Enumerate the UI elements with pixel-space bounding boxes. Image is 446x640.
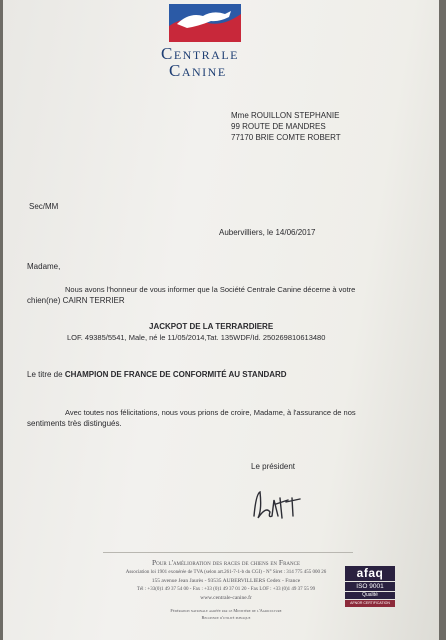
closing-line-1: Avec toutes nos félicitations, nous vous prions de croire, Madame, à l'assurance de nos	[65, 408, 356, 417]
afaq-iso: ISO 9001	[345, 582, 395, 591]
salutation: Madame,	[27, 262, 61, 271]
footer-motto: Pour l'amélioration des races de chiens en France	[151, 558, 301, 567]
dog-name: JACKPOT DE LA TERRARDIERE	[149, 322, 274, 331]
body-line-1: Nous avons l'honneur de vous informer que la Société Centrale Canine décerne à votre	[65, 285, 356, 294]
footer-federation-2: Reconnue d'utilité publique	[201, 615, 251, 620]
title-line	[27, 370, 287, 379]
brand-line-2: Canine	[169, 61, 227, 80]
recipient-street: 99 ROUTE DE MANDRES	[231, 122, 326, 131]
body-line-2: chien(ne) CAIRN TERRIER	[27, 296, 125, 305]
footer-line-2: 155 avenue Jean Jaurès - 93535 AUBERVILLIERS Cedex - France	[151, 578, 301, 584]
title-prefix: Le titre de	[27, 370, 63, 379]
recipient-city: 77170 BRIE COMTE ROBERT	[231, 133, 341, 142]
closing-line-2: sentiments très distingués.	[27, 419, 122, 428]
footer-line-3: Tél : +33(0)1 49 37 54 00 - Fax : +33 (0)1 49 37 01 20 - Fax LOF : +33 (0)1 49 37 55 99	[136, 587, 316, 592]
brand-line-1: Centrale	[161, 44, 239, 63]
footer-website[interactable]: www.centrale-canine.fr	[200, 595, 252, 601]
footer-line-1: Association loi 1901 exonérée de TVA (selon art.261-7-1-b du CGI) - N° Siret : 314 775 455 000 26	[125, 570, 327, 575]
afaq-certification-badge	[345, 566, 395, 608]
date-line: Aubervilliers, le 14/06/2017	[219, 228, 316, 237]
recipient-name: Mme ROUILLON STEPHANIE	[231, 111, 340, 120]
reference: Sec/MM	[29, 202, 59, 211]
afaq-brand: afaq	[345, 566, 395, 581]
dog-details: LOF. 49385/5541, Male, né le 11/05/2014,Tat. 135WDF/Id. 250269810613480	[67, 333, 326, 342]
footer-divider	[103, 552, 353, 553]
afaq-qualite: Qualité	[345, 592, 395, 599]
footer-federation-1: Fédération nationale agréée par le Ministère de l'Agriculture	[170, 608, 282, 613]
signature-role: Le président	[251, 462, 296, 471]
title-award: CHAMPION DE FRANCE DE CONFORMITÉ AU STANDARD	[64, 370, 287, 379]
handwritten-signature	[248, 486, 308, 526]
letter-page	[3, 0, 439, 640]
afaq-label: AFNOR CERTIFICATION	[345, 600, 395, 607]
centrale-canine-logo-icon	[169, 4, 241, 42]
